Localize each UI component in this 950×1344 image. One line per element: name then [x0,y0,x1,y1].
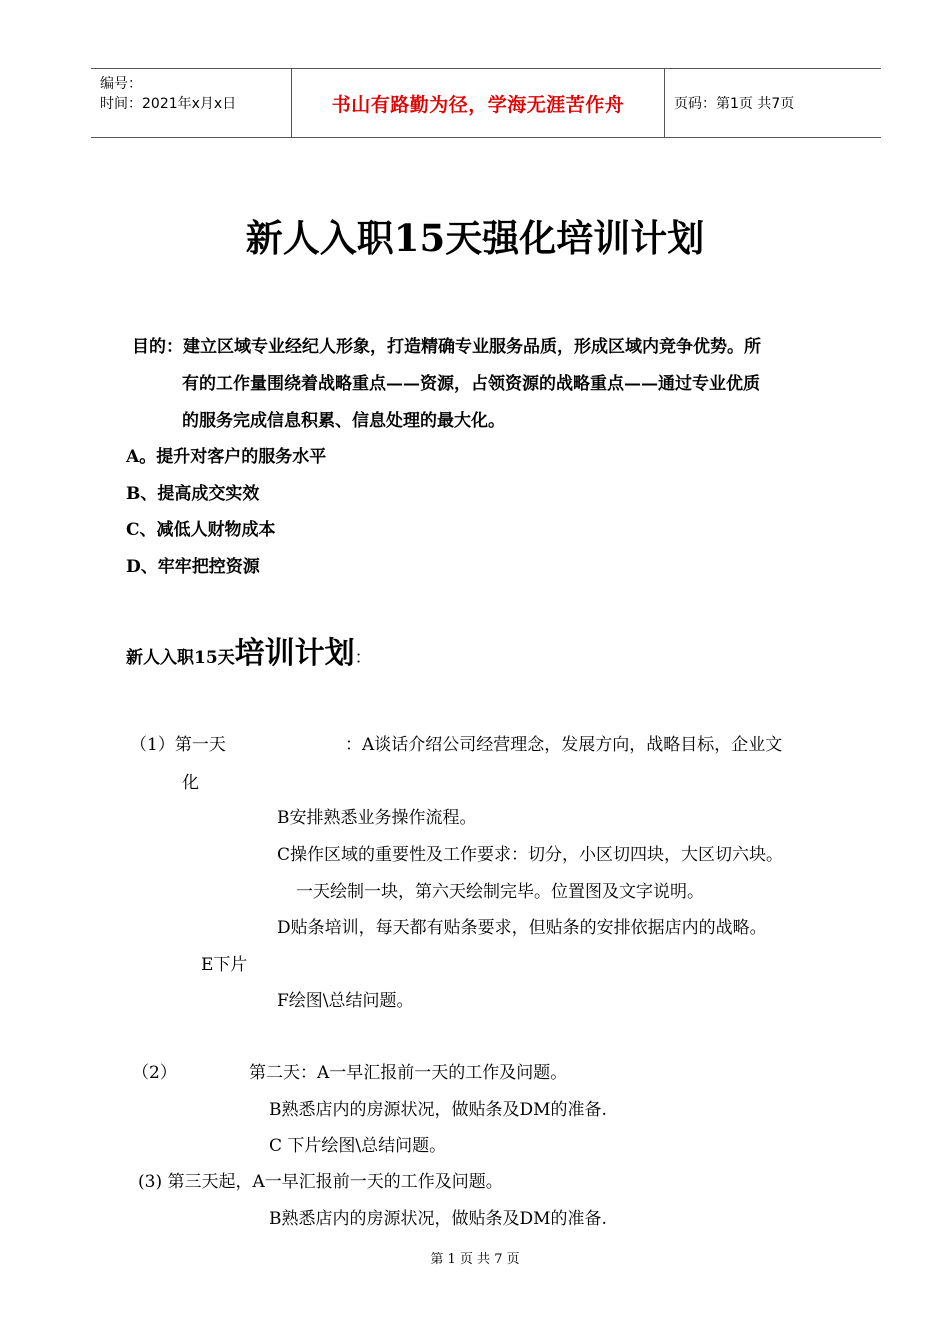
day1-item-b: B安排熟悉业务操作流程。 [277,808,477,828]
motto: 书山有路勤为径，学海无涯苦作舟 [331,93,625,116]
day3-item-b: B熟悉店内的房源状况，做贴条及DM的准备. [269,1209,607,1229]
purpose-line-3: 的服务完成信息积累、信息处理的最大化。 [182,411,505,431]
day1-item-c: C操作区域的重要性及工作要求：切分，小区切四块，大区切六块。 [277,845,784,865]
subheading-part-2: 培训计划 [234,636,355,671]
goal-item-a: A。提升对客户的服务水平 [126,447,327,467]
day2-item-b: B熟悉店内的房源状况，做贴条及DM的准备. [269,1100,607,1120]
day2-label: （2） [132,1063,177,1083]
plan-subheading [126,628,372,672]
number-label: 编号： [100,76,142,92]
day1-item-e: E下片 [201,955,248,975]
header-page-cell [665,69,881,137]
document-title: 新人入职15天强化培训计划 [245,216,705,260]
goal-item-c: C、减低人财物成本 [126,520,276,540]
day1-item-d: D贴条培训，每天都有贴条要求，但贴条的安排依据店内的战略。 [277,918,767,938]
day1-label: （1）第一天 [130,735,226,755]
day1-item-a: ：A谈话介绍公司经营理念，发展方向，战略目标，企业文 [345,735,783,755]
subheading-part-3: ： [354,648,372,668]
page-label: 页码：第1页 共7页 [674,96,795,112]
day1-item-f: F绘图\总结问题。 [277,991,414,1011]
day1-item-a-cont: 化 [182,773,199,793]
purpose-line-2: 有的工作量围绕着战略重点——资源，占领资源的战略重点——通过专业优质 [182,374,760,394]
header-meta-cell [91,69,292,137]
time-label: 时间：2021年x月x日 [100,96,237,112]
header-motto-cell [292,69,665,137]
day2-item-a: 第二天：A一早汇报前一天的工作及问题。 [249,1063,568,1083]
purpose-line-1: 目的：建立区域专业经纪人形象，打造精确专业服务品质，形成区域内竞争优势。所 [132,337,761,357]
day3-item-a: (3) 第三天起，A一早汇报前一天的工作及问题。 [138,1172,503,1192]
page-footer: 第 1 页 共 7 页 [430,1252,520,1267]
day1-item-c-cont: 一天绘制一块，第六天绘制完毕。位置图及文字说明。 [296,882,704,902]
day2-item-c: C 下片绘图\总结问题。 [269,1136,447,1156]
subheading-part-1: 新人入职15天 [126,648,235,668]
goal-item-d: D、牢牢把控资源 [126,557,260,577]
goal-item-b: B、提高成交实效 [126,484,260,504]
document-header [91,68,881,138]
